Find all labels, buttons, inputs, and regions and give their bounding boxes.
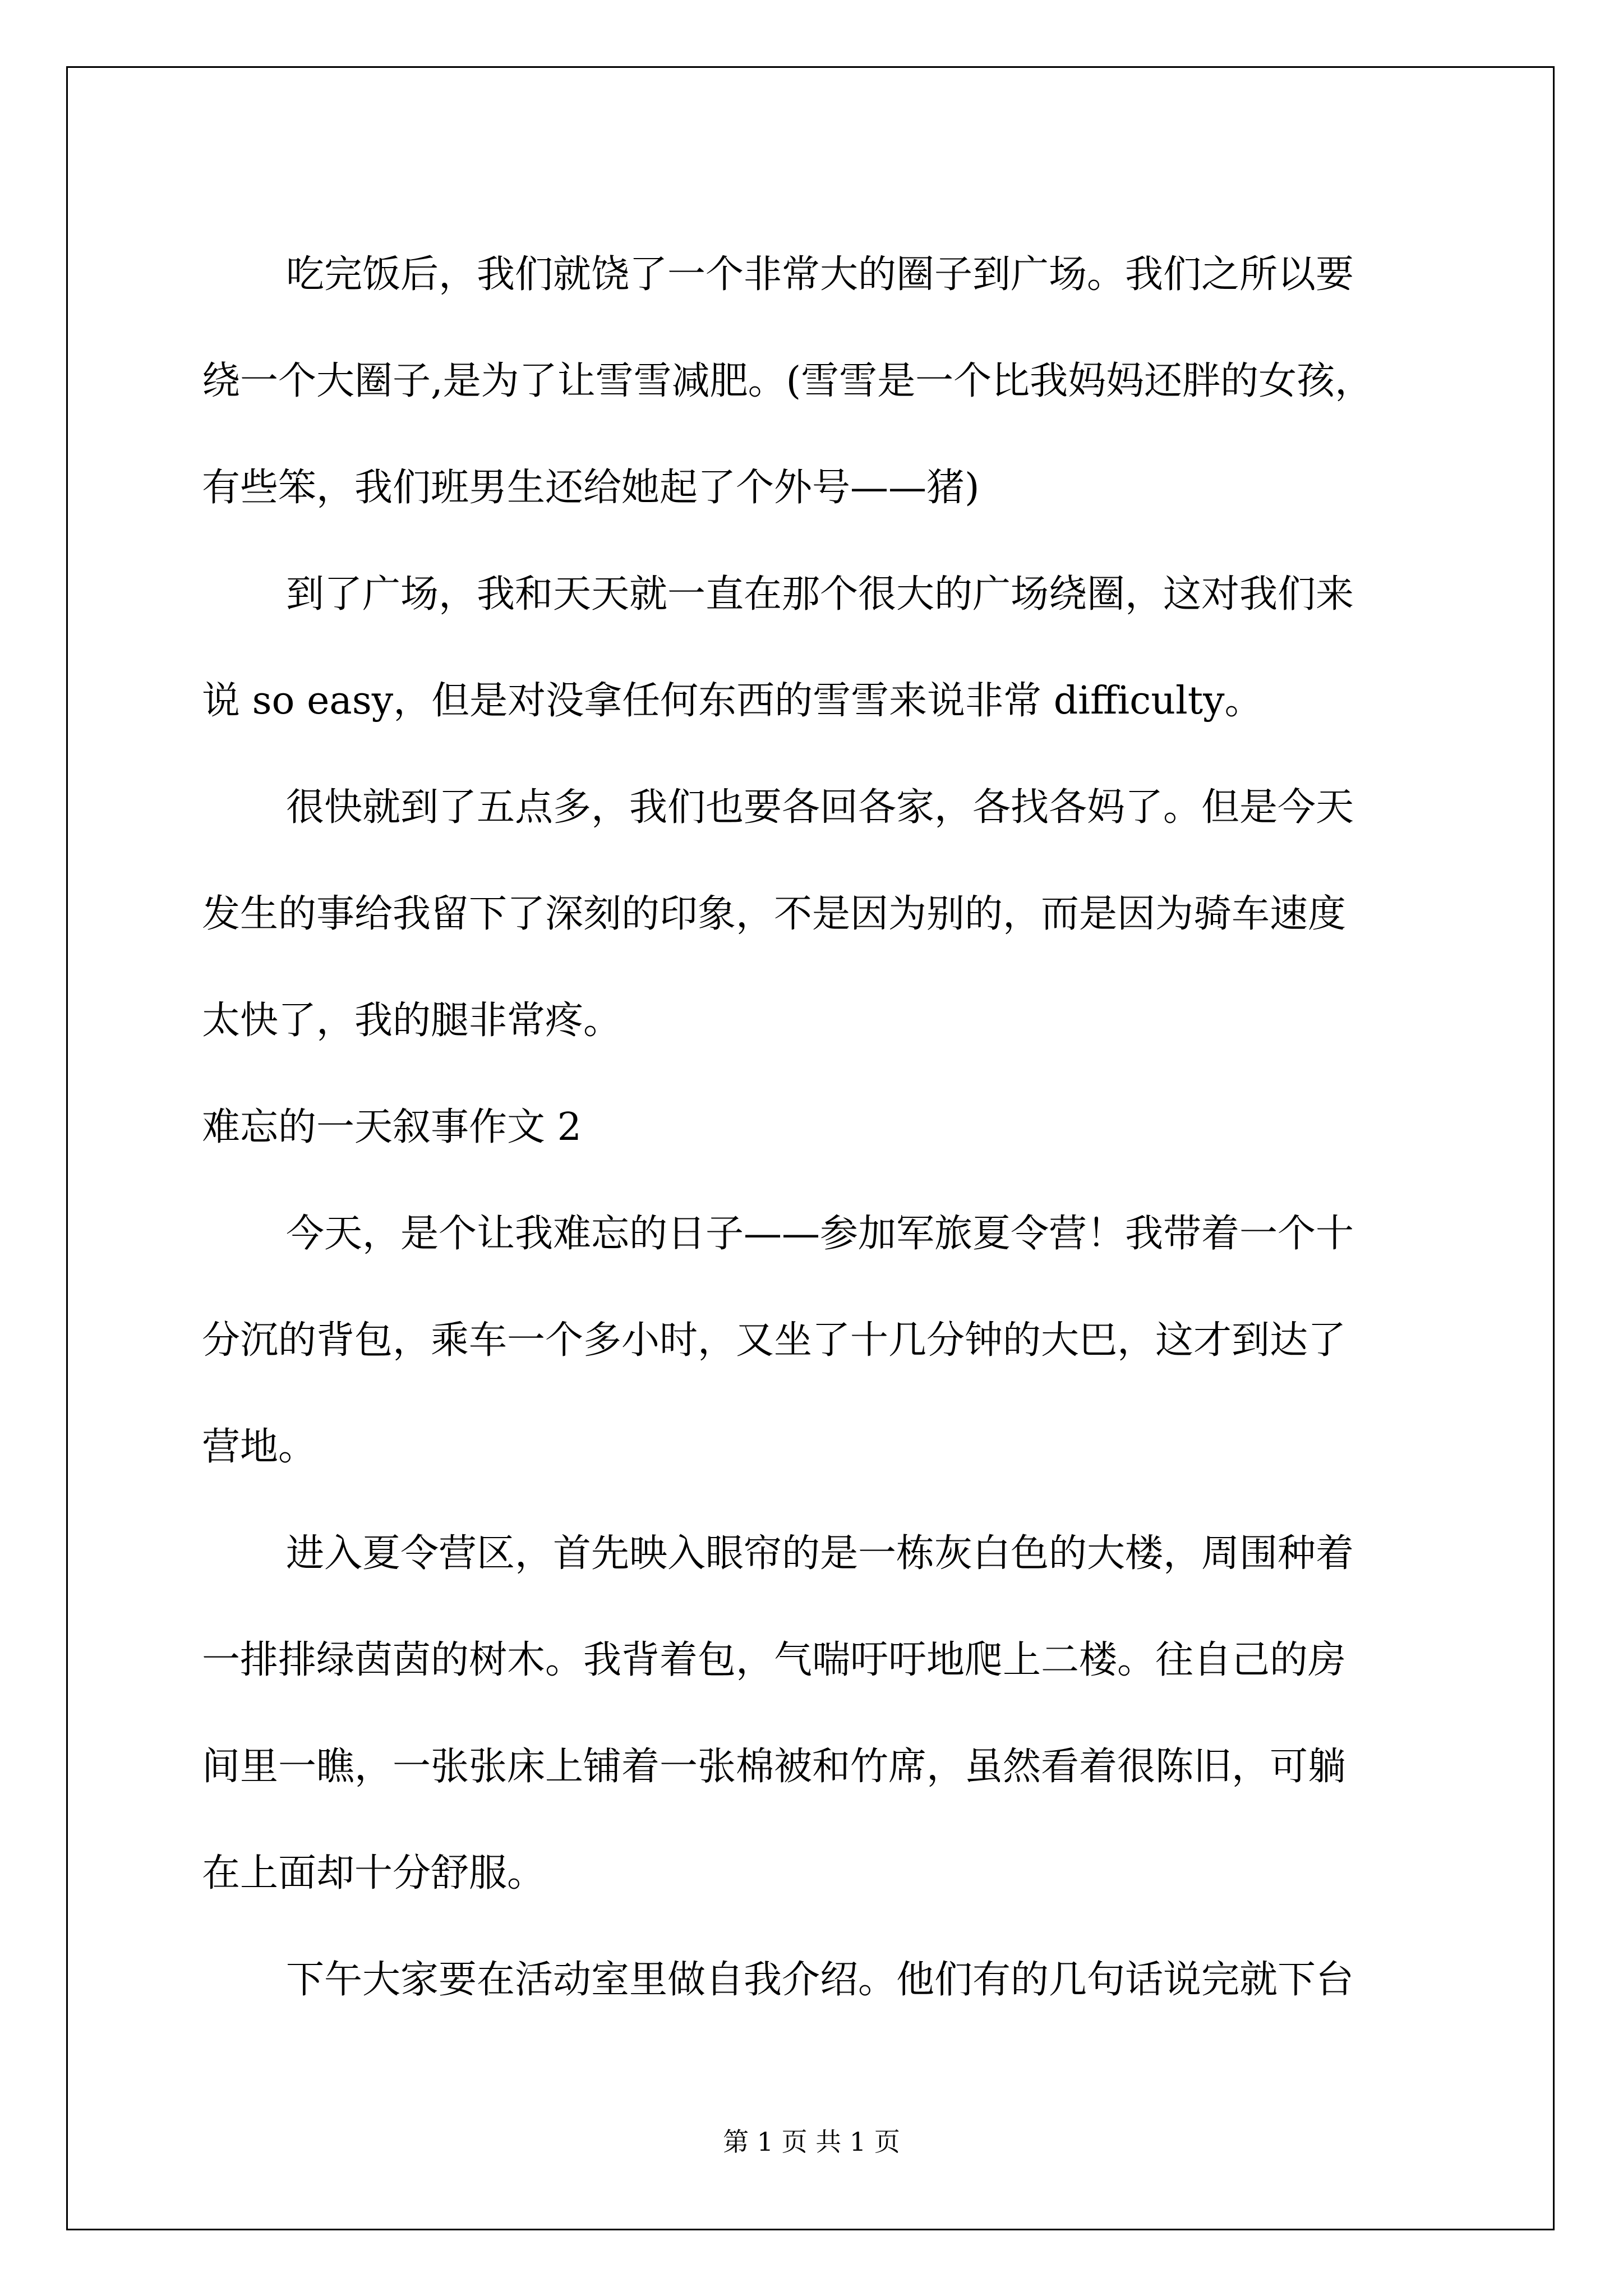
paragraph-line: 一排排绿茵茵的树木。我背着包，气喘吁吁地爬上二楼。往自己的房 xyxy=(202,1638,1347,1682)
paragraph-line: 绕一个大圈子,是为了让雪雪减肥。(雪雪是一个比我妈妈还胖的女孩， xyxy=(202,359,1373,403)
page-number-footer: 第 1 页 共 1 页 xyxy=(723,2127,900,2157)
paragraph-line: 发生的事给我留下了深刻的印象，不是因为别的，而是因为骑车速度 xyxy=(202,892,1347,936)
paragraph-line: 太快了，我的腿非常疼。 xyxy=(202,999,622,1043)
paragraph-line: 说 so easy，但是对没拿任何东西的雪雪来说非常 difficulty。 xyxy=(202,679,1263,723)
paragraph-line: 下午大家要在活动室里做自我介绍。他们有的几句话说完就下台 xyxy=(286,1958,1354,2002)
paragraph-line: 很快就到了五点多，我们也要各回各家，各找各妈了。但是今天 xyxy=(286,785,1354,830)
paragraph-line: 今天，是个让我难忘的日子——参加军旅夏令营！我带着一个十 xyxy=(286,1212,1354,1256)
paragraph-line: 间里一瞧，一张张床上铺着一张棉被和竹席，虽然看着很陈旧，可躺 xyxy=(202,1745,1347,1789)
paragraph-line: 到了广场，我和天天就一直在那个很大的广场绕圈，这对我们来 xyxy=(286,572,1354,616)
paragraph-line: 吃完饭后，我们就饶了一个非常大的圈子到广场。我们之所以要 xyxy=(286,252,1354,297)
paragraph-line: 营地。 xyxy=(202,1425,317,1469)
paragraph-line: 有些笨，我们班男生还给她起了个外号——猪) xyxy=(202,466,980,510)
paragraph-line: 在上面却十分舒服。 xyxy=(202,1851,546,1895)
paragraph-line: 进入夏令营区，首先映入眼帘的是一栋灰白色的大楼，周围种着 xyxy=(286,1531,1354,1576)
document-body xyxy=(202,222,1492,2033)
paragraph-line: 分沉的背包，乘车一个多小时，又坐了十几分钟的大巴，这才到达了 xyxy=(202,1318,1347,1363)
section-heading: 难忘的一天叙事作文 2 xyxy=(202,1105,582,1149)
